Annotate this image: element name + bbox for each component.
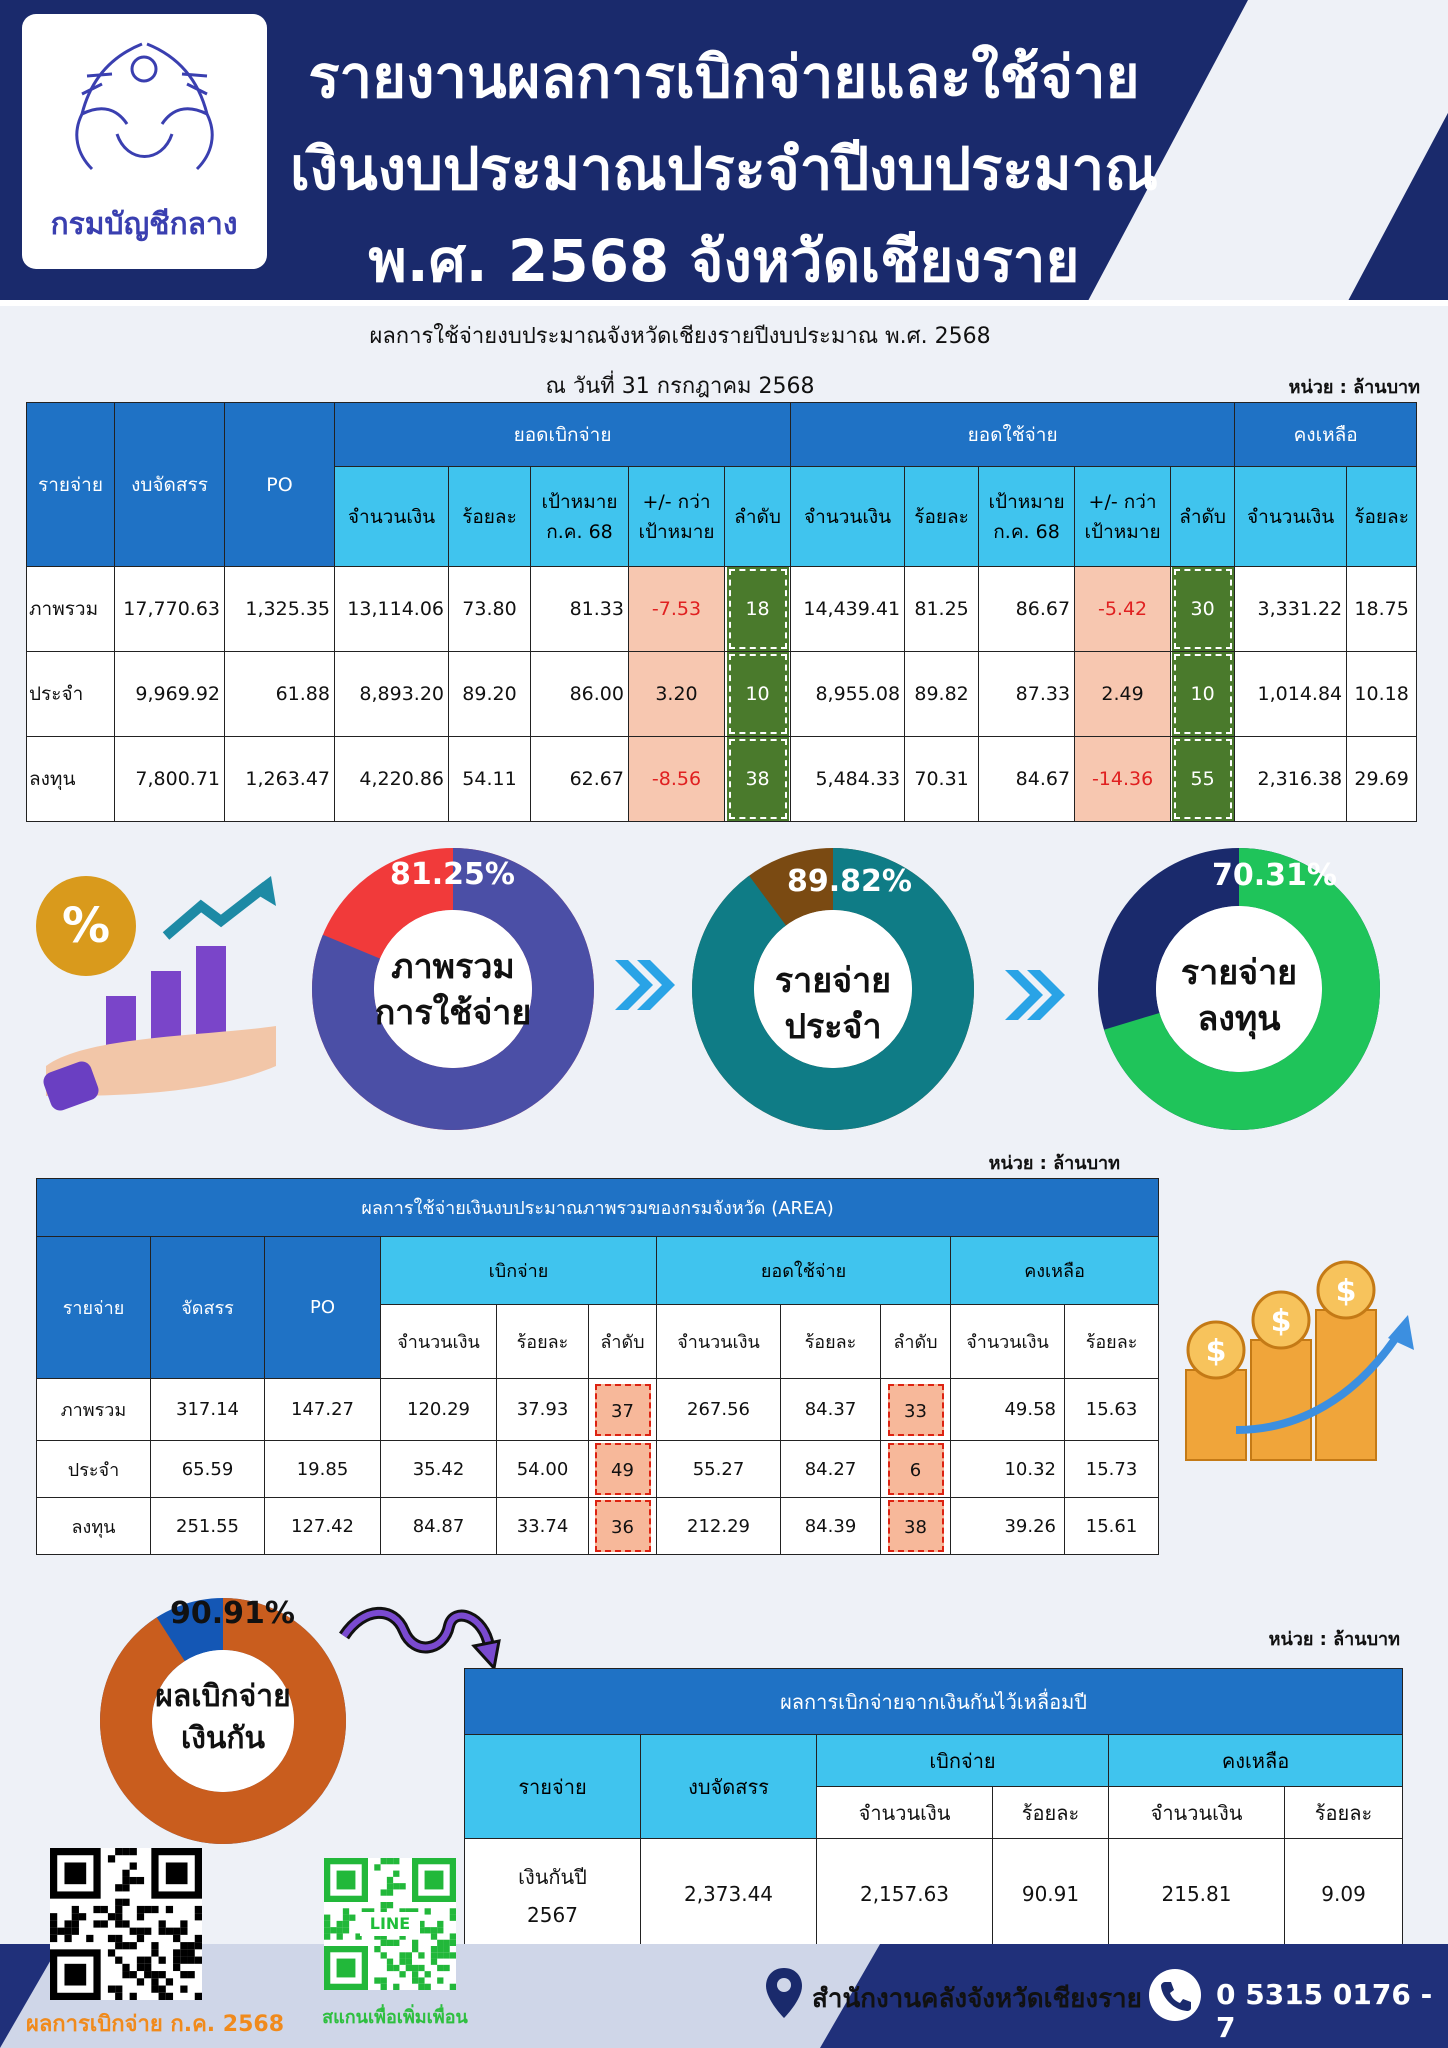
donut-overall-percent: 81.25%	[390, 857, 515, 892]
table-row: ลงทุน 251.55 127.42 84.87 33.74 36 212.29 84.39 38 39.26 15.61	[37, 1498, 1159, 1555]
budget-table	[26, 402, 1417, 822]
table-row: ประจำ 9,969.92 61.88 8,893.20 89.20 86.00 3.20 10 8,955.08 89.82 87.33 2.49 10 1,014.84 10.18	[27, 652, 1417, 737]
double-chevron-icon	[610, 950, 680, 1020]
th-s-amount: จำนวนเงิน	[791, 467, 905, 567]
phone-number: 0 5315 0176 - 7	[1216, 1978, 1433, 2044]
percent-chart-illustration	[26, 866, 296, 1116]
th-r-percent: ร้อยละ	[1347, 467, 1417, 567]
table2-title: ผลการใช้จ่ายเงินงบประมาณภาพรวมของกรมจังหวัด (AREA)	[37, 1179, 1159, 1237]
rank-badge: 38	[729, 739, 787, 819]
table-row: ภาพรวม 317.14 147.27 120.29 37.93 37 267.56 84.37 33 49.58 15.63	[37, 1379, 1159, 1441]
th-d-diff: +/- กว่า เป้าหมาย	[629, 467, 725, 567]
donut-reserve-label: ผลเบิกจ่าย เงินกัน	[155, 1679, 291, 1756]
th-budget: งบจัดสรร	[115, 403, 225, 567]
svg-text:กรมบัญชีกลาง: กรมบัญชีกลาง	[50, 207, 238, 242]
donut-recurrent-percent: 89.82%	[787, 864, 912, 899]
title-line-2: เงินงบประมาณประจำปีงบประมาณ	[289, 135, 1159, 203]
table1-unit: หน่วย : ล้านบาท	[1288, 377, 1420, 398]
th-d-rank: ลำดับ	[725, 467, 791, 567]
th-disburse: ยอดเบิกจ่าย	[335, 403, 791, 467]
area-budget-table: ผลการใช้จ่ายเงินงบประมาณภาพรวมของกรมจังหวัด (AREA) รายจ่าย จัดสรร PO เบิกจ่าย ยอดใช้จ่าย คงเหลือ จำนวนเงิน ร้อยละ ลำดับ จำนวนเงิน ร้อยละ ลำดับ จำนวนเงิน ร้อยละ ภาพรวม 317.14 147.27 120.29 37.93 37 267.56 84.37 33 49.58 15.63 ประจำ 65.59 19.85 35.42 54.00 49 55.27 84.27 6 10.32 15.73 ลงทุน 251.55 127.42 84.87 33.74 36 212.29 84.39 38 39.26 15.61	[36, 1178, 1159, 1555]
rank-badge: 36	[595, 1500, 651, 1552]
table2-unit: หน่วย : ล้านบาท	[988, 1153, 1120, 1174]
table3-title: ผลการเบิกจ่ายจากเงินกันไว้เหลื่อมปี	[465, 1669, 1403, 1735]
donut-investment-percent: 70.31%	[1212, 858, 1337, 893]
rank-badge: 49	[595, 1443, 651, 1495]
title-line-3: พ.ศ. 2568 จังหวัดเชียงราย	[368, 227, 1080, 295]
th-spend: ยอดใช้จ่าย	[791, 403, 1235, 467]
th-s-percent: ร้อยละ	[905, 467, 979, 567]
table1-date: ณ วันที่ 31 กรกฎาคม 2568	[545, 374, 815, 399]
svg-text:$: $	[1205, 1334, 1227, 1369]
rank-badge: 30	[1174, 569, 1232, 649]
office-name: สำนักงานคลังจังหวัดเชียงราย	[812, 1984, 1142, 2014]
reserve-table: ผลการเบิกจ่ายจากเงินกันไว้เหลื่อมปี รายจ่าย งบจัดสรร เบิกจ่าย คงเหลือ จำนวนเงิน ร้อยละ จำนวนเงิน ร้อยละ เงินกันปี 2567 2,373.44 2,157.63 90.91 215.81 9.09	[464, 1668, 1403, 1949]
coins-illustration	[1176, 1260, 1426, 1470]
th-d-percent: ร้อยละ	[449, 467, 531, 567]
th-po: PO	[225, 403, 335, 567]
rank-badge: 10	[729, 654, 787, 734]
donut-overall-label: ภาพรวม การใช้จ่าย	[374, 947, 532, 1033]
table-row: ลงทุน 7,800.71 1,263.47 4,220.86 54.11 62.67 -8.56 38 5,484.33 70.31 84.67 -14.36 55 2,316.38 29.69	[27, 737, 1417, 822]
rank-badge: 6	[888, 1443, 944, 1495]
table-row: เงินกันปี 2567 2,373.44 2,157.63 90.91 215.81 9.09	[465, 1839, 1403, 1949]
line-label: LINE	[360, 1912, 420, 1936]
table-row: ภาพรวม 17,770.63 1,325.35 13,114.06 73.80 81.33 -7.53 18 14,439.41 81.25 86.67 -5.42 30 3,331.22 18.75	[27, 567, 1417, 652]
th-remain: คงเหลือ	[1235, 403, 1417, 467]
double-chevron-icon	[1000, 960, 1070, 1030]
phone-icon	[1148, 1968, 1202, 2022]
rank-badge: 33	[888, 1384, 944, 1436]
svg-text:$: $	[1335, 1274, 1357, 1309]
qr1-caption: ผลการเบิกจ่าย ก.ค. 2568	[25, 2012, 285, 2037]
rank-badge: 37	[595, 1384, 651, 1436]
table-row: ประจำ 65.59 19.85 35.42 54.00 49 55.27 84.27 6 10.32 15.73	[37, 1441, 1159, 1498]
rank-badge: 38	[888, 1500, 944, 1552]
th-s-rank: ลำดับ	[1171, 467, 1235, 567]
th-d-amount: จำนวนเงิน	[335, 467, 449, 567]
rank-badge: 18	[729, 569, 787, 649]
donut-reserve-percent: 90.91%	[170, 1596, 295, 1631]
qr2-caption: สแกนเพื่อเพิ่มเพื่อน	[322, 2007, 468, 2028]
table3-unit: หน่วย : ล้านบาท	[1268, 1629, 1400, 1650]
th-s-target: เป้าหมาย ก.ค. 68	[979, 467, 1075, 567]
rank-badge: 55	[1174, 739, 1232, 819]
donut-recurrent-label: รายจ่าย ประจำ	[774, 961, 892, 1047]
th-s-diff: +/- กว่า เป้าหมาย	[1075, 467, 1171, 567]
th-d-target: เป้าหมาย ก.ค. 68	[531, 467, 629, 567]
qr-code-icon[interactable]	[50, 1848, 202, 2000]
title-line-1: รายงานผลการเบิกจ่ายและใช้จ่าย	[308, 43, 1140, 111]
curly-arrow-icon	[334, 1596, 504, 1676]
table1-title: ผลการใช้จ่ายงบประมาณจังหวัดเชียงรายปีงบประมาณ พ.ศ. 2568	[369, 324, 991, 349]
location-pin-icon	[764, 1966, 804, 2020]
rank-badge: 10	[1174, 654, 1232, 734]
th-r-amount: จำนวนเงิน	[1235, 467, 1347, 567]
svg-text:$: $	[1270, 1304, 1292, 1339]
svg-text:%: %	[61, 898, 111, 954]
th-item: รายจ่าย	[27, 403, 115, 567]
donut-investment-label: รายจ่าย ลงทุน	[1180, 953, 1298, 1039]
